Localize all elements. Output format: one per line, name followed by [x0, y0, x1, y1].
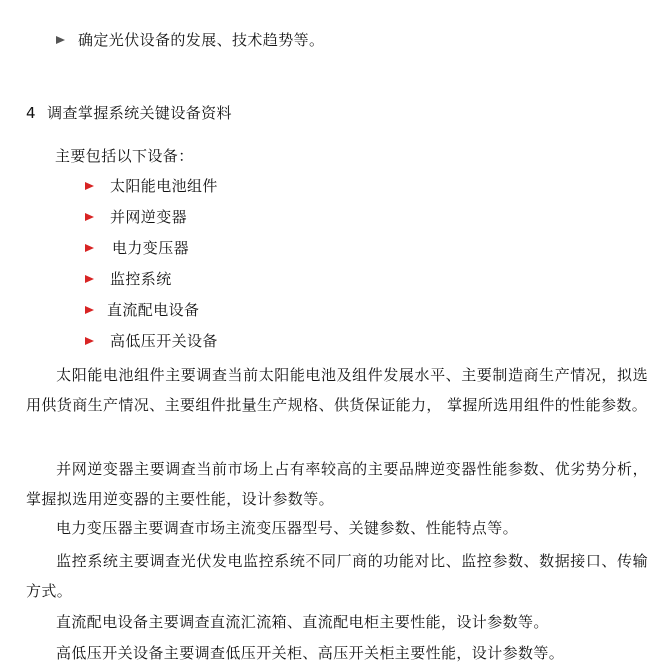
section-heading	[26, 103, 232, 123]
bullet-arrow-icon	[56, 36, 65, 44]
paragraph-inverter: 并网逆变器主要调查当前市场上占有率较高的主要品牌逆变器性能参数、优劣势分析，掌握拟选用逆变器的主要性能，设计参数等。	[26, 460, 648, 508]
list-item: 并网逆变器	[110, 208, 188, 226]
bullet-arrow-icon	[85, 337, 94, 345]
section-number: 4	[26, 104, 36, 122]
list-item: 直流配电设备	[107, 301, 200, 319]
list-item: 监控系统	[110, 270, 172, 288]
list-item: 高低压开关设备	[110, 332, 218, 350]
bullet-arrow-icon	[85, 306, 94, 314]
bullet-arrow-icon	[85, 182, 94, 190]
paragraph-solar-modules: 太阳能电池组件主要调查当前太阳能电池及组件发展水平、主要制造商生产情况，拟选用供货商生产情况、主要组件批量生产规格、供货保证能力， 掌握所选用组件的性能参数。	[26, 366, 648, 414]
bullet-arrow-icon	[85, 213, 94, 221]
intro-text: 主要包括以下设备：	[55, 147, 194, 165]
paragraph-monitoring: 监控系统主要调查光伏发电监控系统不同厂商的功能对比、监控参数、数据接口、传输方式。	[26, 552, 648, 600]
paragraph-dc-distribution: 直流配电设备主要调查直流汇流箱、直流配电柜主要性能，设计参数等。	[56, 613, 549, 631]
bullet-arrow-icon	[85, 275, 94, 283]
list-item: 电力变压器	[112, 239, 190, 257]
section-title: 调查掌握系统关键设备资料	[47, 104, 232, 122]
paragraph-switchgear: 高低压开关设备主要调查低压开关柜、高压开关柜主要性能，设计参数等。	[56, 644, 565, 662]
top-bullet-text: 确定光伏设备的发展、技术趋势等。	[78, 31, 325, 49]
list-item: 太阳能电池组件	[110, 177, 218, 195]
bullet-arrow-icon	[85, 244, 94, 252]
paragraph-transformer: 电力变压器主要调查市场主流变压器型号、关键参数、性能特点等。	[56, 519, 519, 537]
